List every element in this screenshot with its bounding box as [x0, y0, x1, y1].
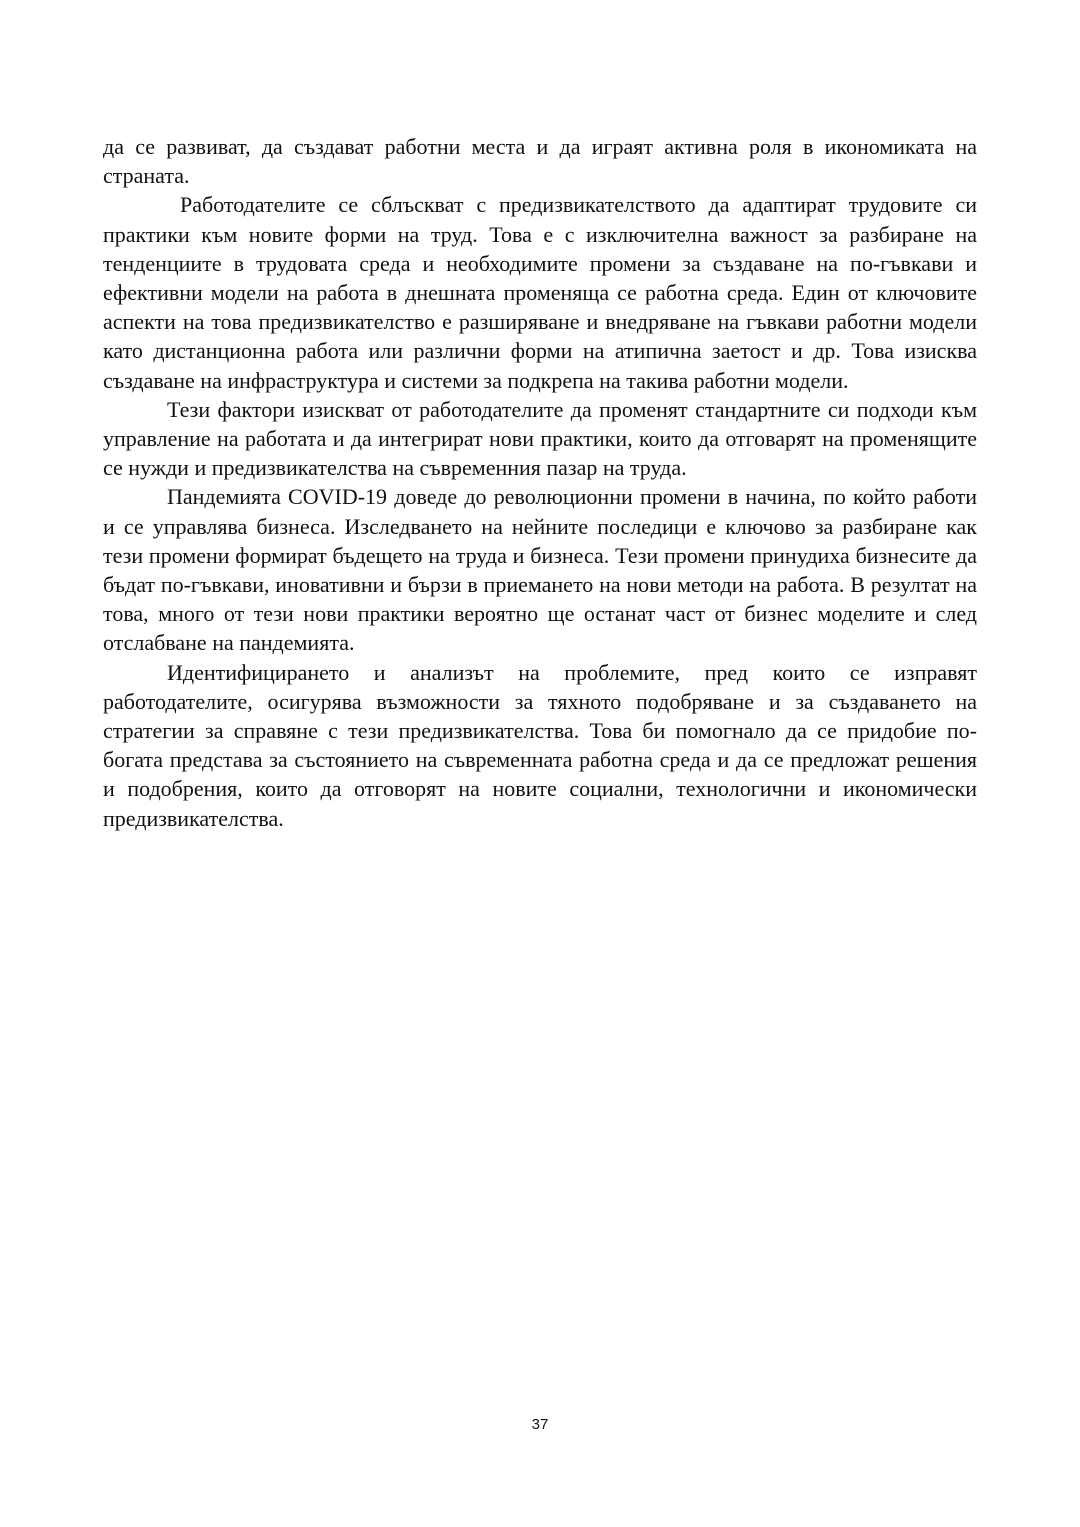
paragraph-employers-challenge: Работодателите се сблъскват с предизвикателството да адаптират трудовите си практики към новите форми на труд. Това е с изключителна важност за разбиране на тенденциите в трудовата среда и необходимите промени за създаване на по-гъвкави и ефективни модели на работа в днешната променяща се работна среда. Един от ключовите аспекти на това предизвикателство е разширяване и внедряване на гъвкави работни модели като дистанционна работа или различни форми на атипична заетост и др. Това изисква създаване на инфраструктура и системи за подкрепа на такива работни модели.: [103, 192, 977, 393]
paragraph-continuation: да се развиват, да създават работни места и да играят активна роля в икономиката на страната.: [103, 134, 977, 189]
page-number: 37: [531, 1416, 549, 1433]
paragraph-pandemic: Пандемията COVID-19 доведе до революционни промени в начина, по който работи и се управлява бизнеса. Изследването на нейните последици е ключово за разбиране как тези промени формират бъдещето на труда и бизнеса. Тези промени принудиха бизнесите да бъдат по-гъвкави, иновативни и бързи в приемането на нови методи на работа. В резултат на това, много от тези нови практики вероятно ще останат част от бизнес моделите и след отслабване на пандемията.: [103, 484, 977, 656]
paragraph-identification: Идентифицирането и анализът на проблемите, пред които се изправят работодателите, осигурява възможности за тяхното подобряване и за създаването на стратегии за справяне с тези предизвикателства. Това би помогнало да се придобие по-богата представа за състоянието на съвременната работна среда и да се предложат решения и подобрения, които да отговорят на новите социални, технологични и икономически предизвикателства.: [103, 659, 977, 831]
body-text: [103, 132, 977, 833]
paragraph-factors: Тези фактори изискват от работодателите да променят стандартните си подходи към управление на работата и да интегрират нови практики, които да отговарят на променящите се нужди и предизвикателства на съвременния пазар на труда.: [103, 396, 977, 481]
